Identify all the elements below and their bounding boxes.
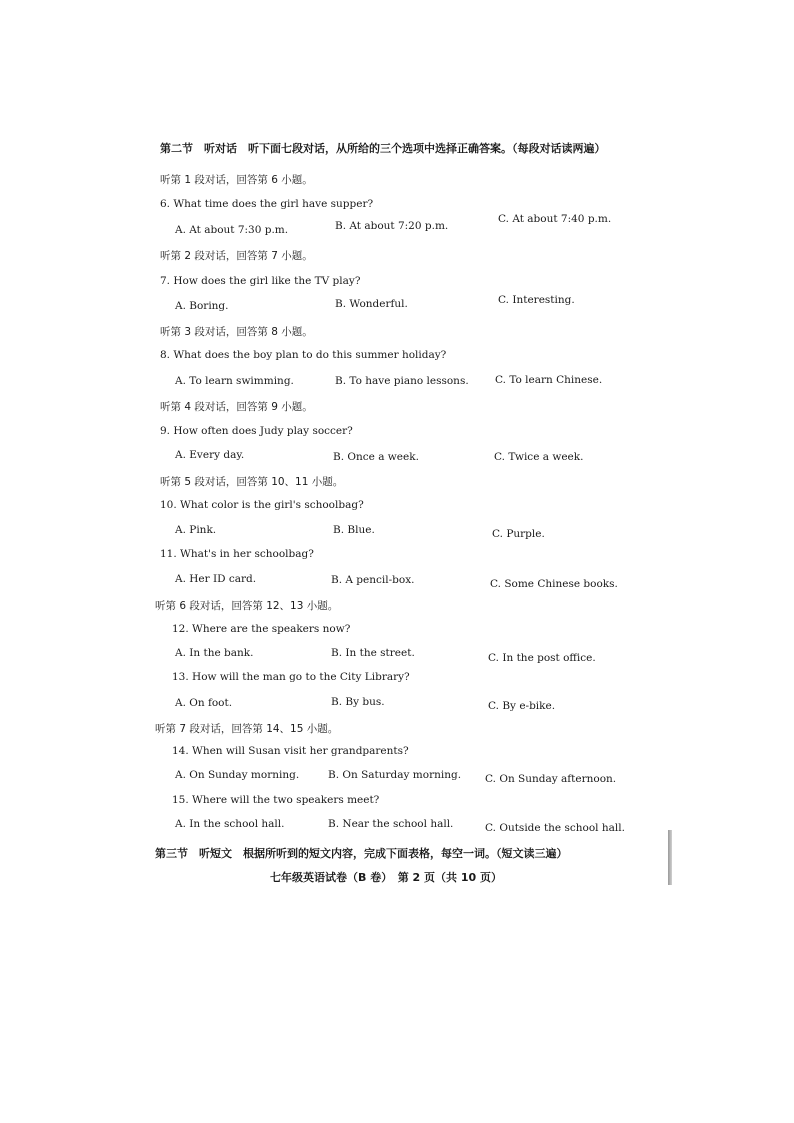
option-b: B. Wonderful. bbox=[335, 298, 408, 310]
option-c: C. By e-bike. bbox=[488, 700, 556, 712]
page-footer: 七年级英语试卷（B 卷） 第 2 页（共 10 页） bbox=[270, 871, 502, 884]
option-a: A. At about 7:30 p.m. bbox=[175, 224, 289, 236]
question-text: 14. When will Susan visit her grandparents? bbox=[172, 745, 409, 757]
question-text: 15. Where will the two speakers meet? bbox=[172, 794, 380, 806]
option-c: C. To learn Chinese. bbox=[495, 374, 603, 386]
option-c: C. At about 7:40 p.m. bbox=[498, 213, 612, 225]
option-a: A. Pink. bbox=[175, 524, 217, 536]
scan-edge-shadow bbox=[668, 830, 672, 885]
option-a: A. In the school hall. bbox=[175, 818, 285, 830]
option-c: C. Twice a week. bbox=[494, 451, 584, 463]
question-text: 7. How does the girl like the TV play? bbox=[160, 275, 361, 287]
option-a: A. Every day. bbox=[175, 449, 245, 461]
option-a: A. On foot. bbox=[175, 697, 233, 709]
option-a: A. To learn swimming. bbox=[175, 375, 294, 387]
group-intro: 听第 3 段对话，回答第 8 小题。 bbox=[160, 326, 313, 338]
group-intro: 听第 4 段对话，回答第 9 小题。 bbox=[160, 401, 313, 413]
question-text: 6. What time does the girl have supper? bbox=[160, 198, 374, 210]
question-text: 9. How often does Judy play soccer? bbox=[160, 425, 353, 437]
option-b: B. To have piano lessons. bbox=[335, 375, 469, 387]
group-intro: 听第 2 段对话，回答第 7 小题。 bbox=[160, 250, 313, 262]
option-a: A. Boring. bbox=[175, 300, 229, 312]
option-c: C. On Sunday afternoon. bbox=[485, 773, 617, 785]
group-intro: 听第 6 段对话，回答第 12、13 小题。 bbox=[155, 600, 339, 612]
section-3-title: 第三节 听短文 根据所听到的短文内容，完成下面表格，每空一词。（短文读三遍） bbox=[155, 847, 568, 860]
option-a: A. On Sunday morning. bbox=[175, 769, 300, 781]
option-b: B. Blue. bbox=[333, 524, 375, 536]
question-text: 8. What does the boy plan to do this summer holiday? bbox=[160, 349, 447, 361]
option-a: A. In the bank. bbox=[175, 647, 254, 659]
option-a: A. Her ID card. bbox=[175, 573, 257, 585]
option-b: B. Once a week. bbox=[333, 451, 419, 463]
option-b: B. At about 7:20 p.m. bbox=[335, 220, 449, 232]
option-c: C. Some Chinese books. bbox=[490, 578, 618, 590]
question-text: 10. What color is the girl's schoolbag? bbox=[160, 499, 364, 511]
option-b: B. Near the school hall. bbox=[328, 818, 454, 830]
question-text: 13. How will the man go to the City Library? bbox=[172, 671, 410, 683]
option-c: C. Outside the school hall. bbox=[485, 822, 625, 834]
group-intro: 听第 5 段对话，回答第 10、11 小题。 bbox=[160, 476, 344, 488]
option-c: C. Interesting. bbox=[498, 294, 575, 306]
option-c: C. Purple. bbox=[492, 528, 545, 540]
option-b: B. By bus. bbox=[331, 696, 385, 708]
group-intro: 听第 7 段对话，回答第 14、15 小题。 bbox=[155, 723, 339, 735]
option-b: B. On Saturday morning. bbox=[328, 769, 462, 781]
section-2-title: 第二节 听对话 听下面七段对话，从所给的三个选项中选择正确答案。（每段对话读两遍） bbox=[160, 142, 606, 155]
option-c: C. In the post office. bbox=[488, 652, 596, 664]
option-b: B. A pencil-box. bbox=[331, 574, 415, 586]
option-b: B. In the street. bbox=[331, 647, 415, 659]
question-text: 12. Where are the speakers now? bbox=[172, 623, 351, 635]
question-text: 11. What's in her schoolbag? bbox=[160, 548, 314, 560]
group-intro: 听第 1 段对话，回答第 6 小题。 bbox=[160, 174, 313, 186]
